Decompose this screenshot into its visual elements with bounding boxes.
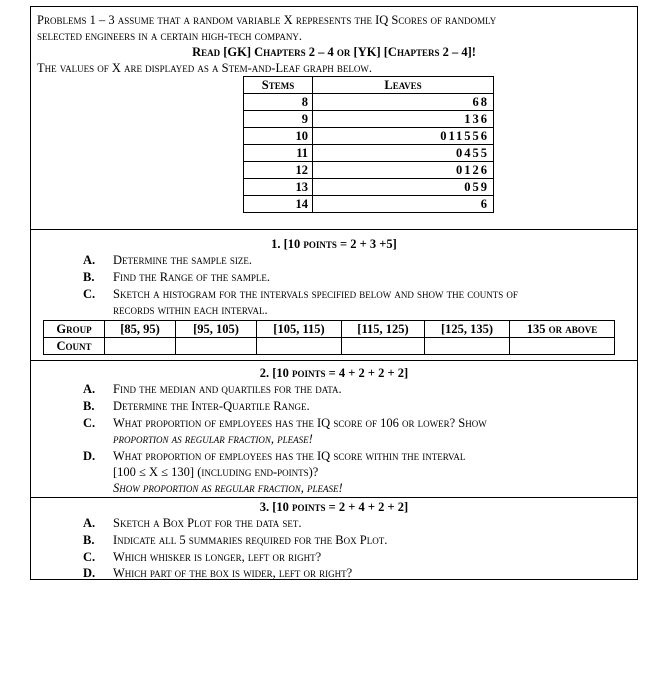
group-cell: 135 or above [510, 321, 615, 338]
stem-cell: 14 [244, 196, 313, 213]
table-row [244, 94, 494, 111]
problem-1-heading: 1. [10 points = 2 + 3 +5] [271, 237, 397, 251]
item-label: B. [83, 270, 95, 284]
stem-cell: 13 [244, 179, 313, 196]
item-label: D. [83, 449, 96, 463]
item-label: C. [83, 550, 96, 564]
stems-header: Stems [244, 77, 313, 94]
item-text: Indicate all 5 summaries required for the Box Plot. [113, 533, 388, 547]
stem-cell: 9 [244, 111, 313, 128]
table-row [244, 162, 494, 179]
table-row [244, 196, 494, 213]
leaves-cell: 68 [313, 94, 494, 111]
table-row [244, 111, 494, 128]
group-cell: [95, 105) [176, 321, 257, 338]
item-text: Determine the sample size. [113, 253, 253, 267]
stem-cell: 12 [244, 162, 313, 179]
count-cell[interactable] [257, 338, 342, 355]
group-cell: [115, 125) [342, 321, 425, 338]
group-cell: [105, 115) [257, 321, 342, 338]
item-text: Sketch a Box Plot for the data set. [113, 516, 302, 530]
item-label: C. [83, 287, 96, 301]
section-divider [31, 497, 637, 498]
problem-2-item-d-note: Show proportion as regular fraction, please! [113, 481, 343, 495]
count-cell[interactable] [510, 338, 615, 355]
leaves-cell: 011556 [313, 128, 494, 145]
count-cell[interactable] [342, 338, 425, 355]
table-row [244, 145, 494, 162]
item-label: A. [83, 253, 96, 267]
count-cell[interactable] [176, 338, 257, 355]
item-text: What proportion of employees has the IQ score within the interval [113, 449, 466, 463]
section-divider [31, 360, 637, 361]
values-description: The values of X are displayed as a Stem-and-Leaf graph below. [37, 61, 372, 75]
item-label: B. [83, 399, 95, 413]
leaves-cell: 0126 [313, 162, 494, 179]
stem-cell: 11 [244, 145, 313, 162]
item-text: Find the median and quartiles for the data. [113, 382, 342, 396]
group-cell: [85, 95) [105, 321, 176, 338]
item-label: A. [83, 382, 96, 396]
intro-line-2: selected engineers in a certain high-tech company. [37, 29, 302, 43]
group-label: Group [44, 321, 105, 338]
stem-and-leaf-table [243, 76, 494, 213]
item-text: What proportion of employees has the IQ score of 106 or lower? Show [113, 416, 487, 430]
reading-assignment: Read [GK] Chapters 2 – 4 or [YK] [Chapters 2 – 4]! [192, 45, 476, 59]
count-label: Count [44, 338, 105, 355]
problem-3-heading: 3. [10 points = 2 + 4 + 2 + 2] [259, 500, 409, 514]
intro-line-1: Problems 1 – 3 assume that a random variable X represents the IQ Scores of randomly [37, 13, 497, 27]
problem-1-item-c-continued: records within each interval. [113, 303, 268, 317]
item-text: Which whisker is longer, left or right? [113, 550, 322, 564]
leaves-cell: 059 [313, 179, 494, 196]
item-text: Determine the Inter-Quartile Range. [113, 399, 310, 413]
stem-cell: 8 [244, 94, 313, 111]
item-text: Which part of the box is wider, left or right? [113, 566, 353, 580]
group-cell: [125, 135) [425, 321, 510, 338]
leaves-header: Leaves [313, 77, 494, 94]
count-cell[interactable] [425, 338, 510, 355]
problem-2-item-d-interval: [100 ≤ X ≤ 130] (including end-points)? [113, 465, 319, 479]
section-divider [31, 229, 637, 230]
histogram-count-table [43, 320, 615, 355]
problem-2-item-c-note: proportion as regular fraction, please! [113, 432, 313, 446]
item-label: B. [83, 533, 95, 547]
item-label: C. [83, 416, 96, 430]
item-text: Sketch a histogram for the intervals specified below and show the counts of [113, 287, 518, 301]
count-cell[interactable] [105, 338, 176, 355]
leaves-cell: 6 [313, 196, 494, 213]
leaves-cell: 0455 [313, 145, 494, 162]
item-label: D. [83, 566, 96, 580]
leaves-cell: 136 [313, 111, 494, 128]
table-row [244, 179, 494, 196]
item-text: Find the Range of the sample. [113, 270, 271, 284]
stem-cell: 10 [244, 128, 313, 145]
table-row [244, 128, 494, 145]
item-label: A. [83, 516, 96, 530]
problem-2-heading: 2. [10 points = 4 + 2 + 2 + 2] [259, 366, 409, 380]
problem-sheet [30, 6, 638, 580]
